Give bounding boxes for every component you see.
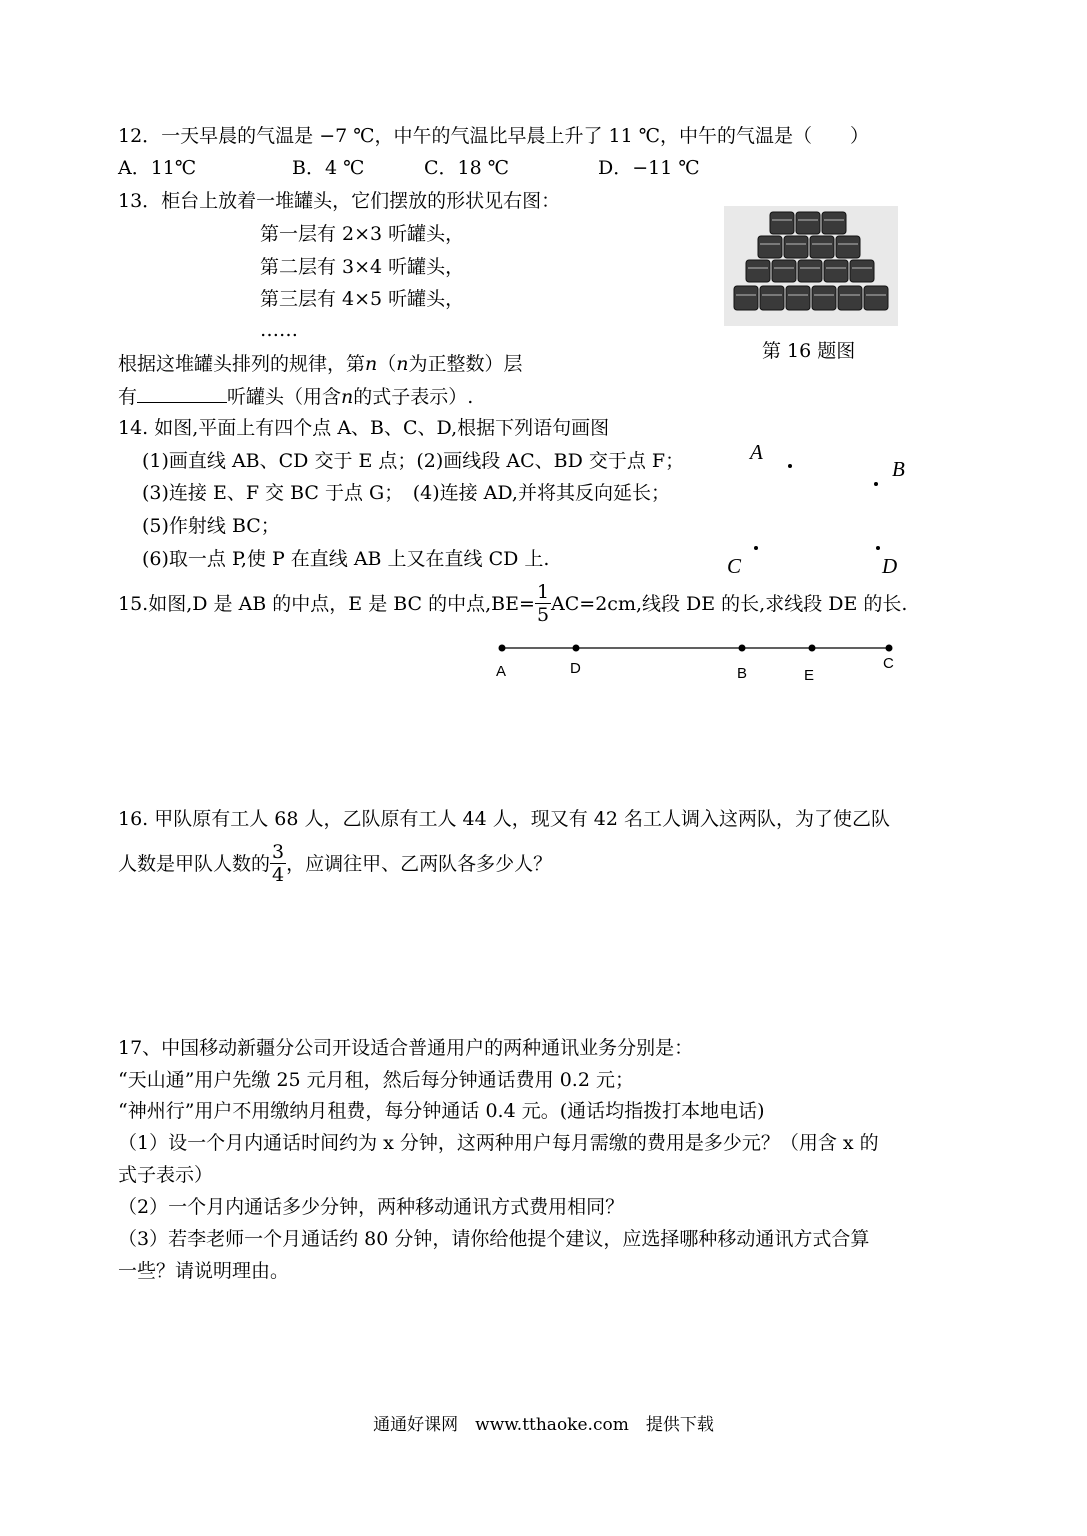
q17-line-3: “神州行”用户不用缴纳月租费，每分钟通话 0.4 元。(通话均指拨打本地电话) bbox=[118, 1100, 765, 1122]
segment-label-b: B bbox=[737, 665, 748, 682]
q17-line-5: 式子表示） bbox=[118, 1164, 214, 1186]
q13-rule-text-c: 为正整数）层 bbox=[408, 353, 523, 375]
q14-step-6: (6)取一点 P,使 P 在直线 AB 上又在直线 CD 上. bbox=[142, 548, 550, 570]
q16-fraction bbox=[270, 841, 286, 886]
point-d-label: D bbox=[882, 554, 898, 578]
q12-option-a: A．11℃ bbox=[118, 157, 197, 179]
can-pyramid-image bbox=[724, 206, 898, 326]
q15-stem bbox=[118, 582, 907, 628]
q14-stem: 14. 如图,平面上有四个点 A、B、C、D,根据下列语句画图 bbox=[118, 417, 610, 439]
segment-label-a: A bbox=[496, 663, 507, 680]
q13-rule-text-a: 根据这堆罐头排列的规律，第 bbox=[118, 353, 366, 375]
segment-point-d bbox=[573, 645, 580, 652]
q13-var-n: n bbox=[365, 353, 378, 375]
q12-option-d: D．−11 ℃ bbox=[598, 157, 700, 179]
q14-step-3-4: (3)连接 E、F 交 BC 于点 G； (4)连接 AD,并将其反向延长； bbox=[142, 482, 670, 504]
q17-line-8: 一些？请说明理由。 bbox=[118, 1260, 290, 1282]
q13-answer-text-c: 的式子表示）. bbox=[353, 386, 474, 408]
page-footer: 通通好课网 www.tthaoke.com 提供下载 bbox=[373, 1415, 714, 1435]
point-c-dot bbox=[754, 546, 758, 550]
point-d-dot bbox=[876, 546, 880, 550]
q14-step-5: (5)作射线 BC； bbox=[142, 515, 280, 537]
q12-option-c: C．18 ℃ bbox=[424, 157, 510, 179]
point-c-label: C bbox=[727, 554, 742, 578]
q14-step-1-2: (1)画直线 AB、CD 交于 E 点；(2)画线段 AC、BD 交于点 F； bbox=[142, 450, 685, 472]
q17-line-7: （3）若李老师一个月通话约 80 分钟，请你给他提个建议，应选择哪种移动通讯方式合算 bbox=[118, 1228, 870, 1250]
q17-line-1: 17、中国移动新疆分公司开设适合普通用户的两种通讯业务分别是： bbox=[118, 1037, 694, 1059]
q13-answer bbox=[118, 384, 473, 409]
figure-caption: 第 16 题图 bbox=[762, 340, 856, 362]
q13-layer-ellipsis: …… bbox=[260, 319, 298, 341]
segment-point-e bbox=[809, 645, 816, 652]
q16-line-2-text-a: 人数是甲队人数的 bbox=[118, 853, 271, 875]
q16-line-1: 16. 甲队原有工人 68 人，乙队原有工人 44 人，现又有 42 名工人调入这两队，为了使乙队 bbox=[118, 808, 891, 830]
q15-fraction-denominator: 5 bbox=[536, 603, 550, 626]
q17-line-4: （1）设一个月内通话时间约为 x 分钟，这两种用户每月需缴的费用是多少元？（用含 x 的 bbox=[118, 1132, 879, 1154]
point-b-label: B bbox=[892, 457, 905, 481]
segment-label-e: E bbox=[804, 667, 815, 684]
q13-answer-text-a: 有 bbox=[118, 386, 138, 408]
q16-line-2 bbox=[118, 834, 552, 894]
q13-layer-2: 第二层有 3×4 听罐头， bbox=[260, 256, 465, 278]
q13-rule-text-b: （ bbox=[377, 353, 397, 375]
q16-fraction-numerator: 3 bbox=[272, 840, 285, 863]
point-b-dot bbox=[874, 482, 878, 486]
segment-point-c bbox=[886, 645, 893, 652]
q13-answer-blank[interactable] bbox=[137, 384, 227, 403]
q16-fraction-denominator: 4 bbox=[272, 863, 285, 886]
q15-fraction-numerator: 1 bbox=[536, 580, 550, 603]
q15-stem-text-a: 15.如图,D 是 AB 的中点，E 是 BC 的中点,BE= bbox=[118, 593, 535, 615]
q13-answer-text-b: 听罐头（用含 bbox=[227, 386, 342, 408]
q17-line-6: （2）一个月内通话多少分钟，两种移动通讯方式费用相同？ bbox=[118, 1196, 625, 1218]
q13-stem: 13．柜台上放着一堆罐头，它们摆放的形状见右图： bbox=[118, 190, 561, 212]
q17-line-2: “天山通”用户先缴 25 元月租，然后每分钟通话费用 0.2 元； bbox=[118, 1069, 634, 1091]
q12-option-b: B．4 ℃ bbox=[292, 157, 365, 179]
q13-rule bbox=[118, 352, 523, 376]
q13-layer-1: 第一层有 2×3 听罐头， bbox=[260, 223, 465, 245]
can-pyramid-drawing bbox=[724, 206, 898, 326]
q15-stem-text-b: AC=2cm,线段 DE 的长,求线段 DE 的长. bbox=[551, 593, 908, 615]
point-a-dot bbox=[788, 464, 792, 468]
q16-line-2-text-b: ，应调往甲、乙两队各多少人？ bbox=[286, 853, 553, 875]
q12-stem: 12．一天早晨的气温是 −7 ℃，中午的气温比早晨上升了 11 ℃，中午的气温是（ ） bbox=[118, 125, 870, 147]
point-a-label: A bbox=[750, 440, 763, 464]
q13-layer-3: 第三层有 4×5 听罐头， bbox=[260, 288, 465, 310]
segment-label-d: D bbox=[570, 660, 581, 677]
segment-label-c: C bbox=[883, 655, 894, 672]
q15-fraction bbox=[535, 581, 551, 626]
segment-point-b bbox=[739, 645, 746, 652]
segment-point-a bbox=[499, 645, 506, 652]
q13-var-n-2: n bbox=[396, 353, 409, 375]
q13-var-n-3: n bbox=[341, 386, 354, 408]
segment-figure bbox=[490, 640, 900, 660]
